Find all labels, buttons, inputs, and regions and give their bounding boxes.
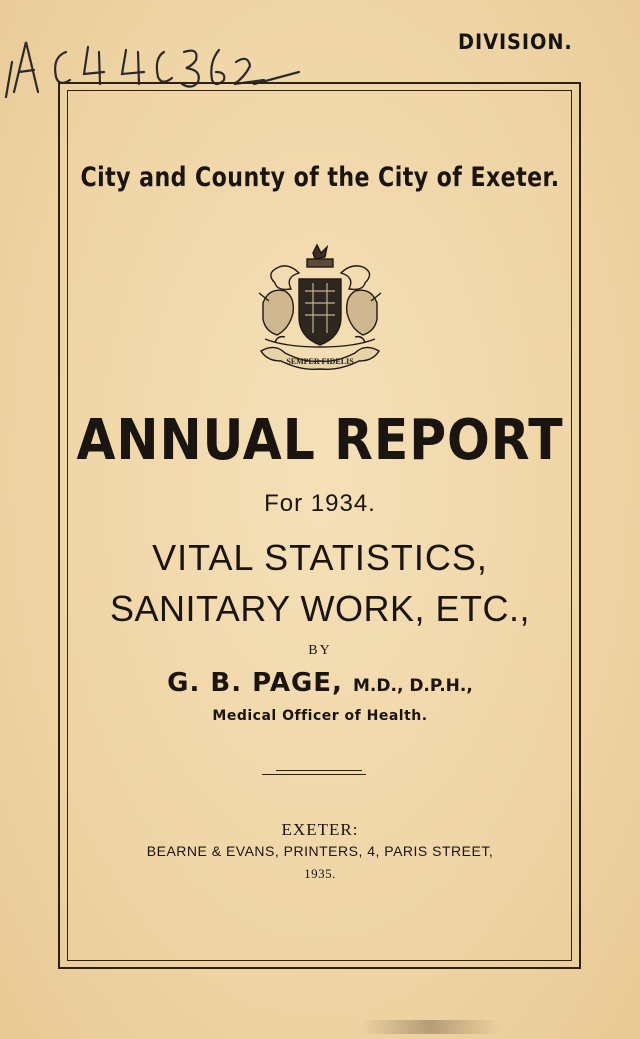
divider-rule [262,774,366,775]
author-name: G. B. PAGE, [167,668,343,698]
imprint-year: 1935. [304,866,336,881]
report-year: For 1934. [264,490,376,517]
crest-motto: SEMPER FIDELIS [286,357,354,366]
subject-line-vital-statistics: VITAL STATISTICS, [152,537,488,578]
author-degrees: M.D., D.P.H., [353,676,473,696]
report-title: ANNUAL REPORT [76,408,564,473]
imprint-place: EXETER: [281,820,359,839]
subject-line-sanitary-work: SANITARY WORK, ETC., [109,588,531,629]
author-title: Medical Officer of Health. [212,708,428,724]
city-heading: City and County of the City of Exeter. [80,162,560,193]
by-label: BY [308,643,332,658]
paper-stain [360,1020,500,1034]
imprint-printers: BEARNE & EVANS, PRINTERS, 4, PARIS STREET, [146,843,494,859]
division-label: DIVISION. [458,30,573,54]
author-line [0,668,640,698]
divider-rule [276,770,362,771]
city-coat-of-arms-icon [255,243,385,373]
